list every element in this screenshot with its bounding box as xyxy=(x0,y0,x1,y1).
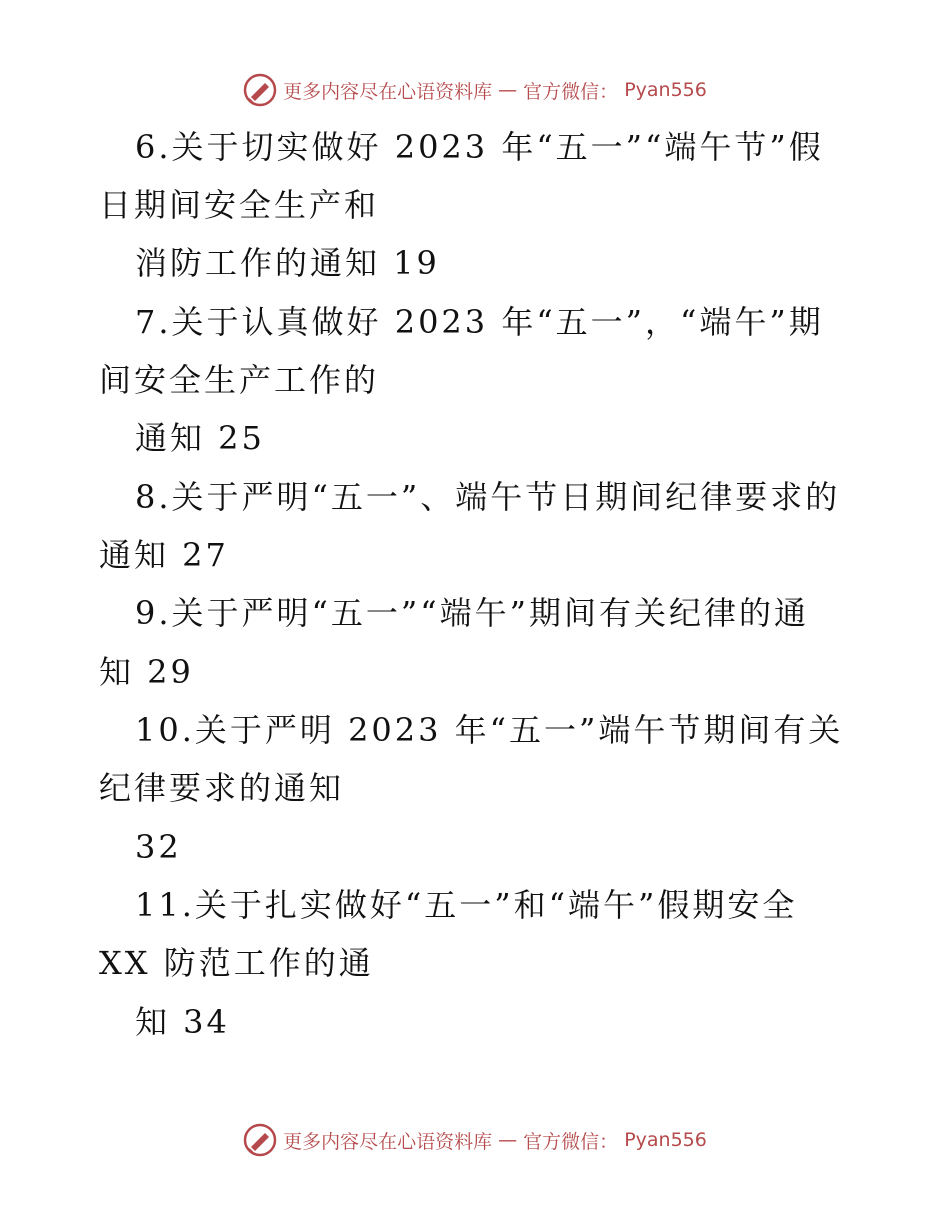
watermark-main-text: 更多内容尽在心语资料库 xyxy=(283,80,493,103)
toc-line: 间安全生产工作的 xyxy=(99,361,380,399)
watermark-main-text: 更多内容尽在心语资料库 xyxy=(283,1130,493,1153)
toc-line: 8.关于严明“五一”、端午节日期间纪律要求的 xyxy=(135,478,841,516)
toc-line: 10.关于严明 2023 年“五一”端午节期间有关 xyxy=(135,711,844,749)
toc-line: XX 防范工作的通 xyxy=(99,944,374,982)
toc-line: 11.关于扎实做好“五一”和“端午”假期安全 xyxy=(135,886,798,924)
toc-line: 日期间安全生产和 xyxy=(99,186,380,224)
toc-line: 知 29 xyxy=(99,653,194,691)
footer-watermark xyxy=(0,1120,950,1160)
toc-line: 32 xyxy=(135,828,182,866)
toc-line: 消防工作的通知 19 xyxy=(135,244,440,282)
watermark-dash: — xyxy=(498,1129,518,1151)
toc-line: 知 34 xyxy=(135,1003,230,1041)
toc-line: 9.关于严明“五一”“端午”期间有关纪律的通 xyxy=(135,594,809,632)
watermark-wechat-id: Pyan556 xyxy=(624,79,707,101)
header-watermark xyxy=(0,70,950,110)
toc-line: 通知 27 xyxy=(99,536,229,574)
pen-logo-icon xyxy=(243,73,277,107)
toc-line: 纪律要求的通知 xyxy=(99,769,345,807)
watermark-wechat-label: 官方微信： xyxy=(523,1130,619,1153)
toc-line: 7.关于认真做好 2023 年“五一”，“端午”期 xyxy=(135,303,824,341)
toc-line: 通知 25 xyxy=(135,419,265,457)
watermark-dash: — xyxy=(498,79,518,101)
watermark-wechat-label: 官方微信： xyxy=(523,80,619,103)
watermark-wechat-id: Pyan556 xyxy=(624,1129,707,1151)
pen-logo-icon xyxy=(243,1123,277,1157)
toc-line: 6.关于切实做好 2023 年“五一”“端午节”假 xyxy=(135,128,824,166)
